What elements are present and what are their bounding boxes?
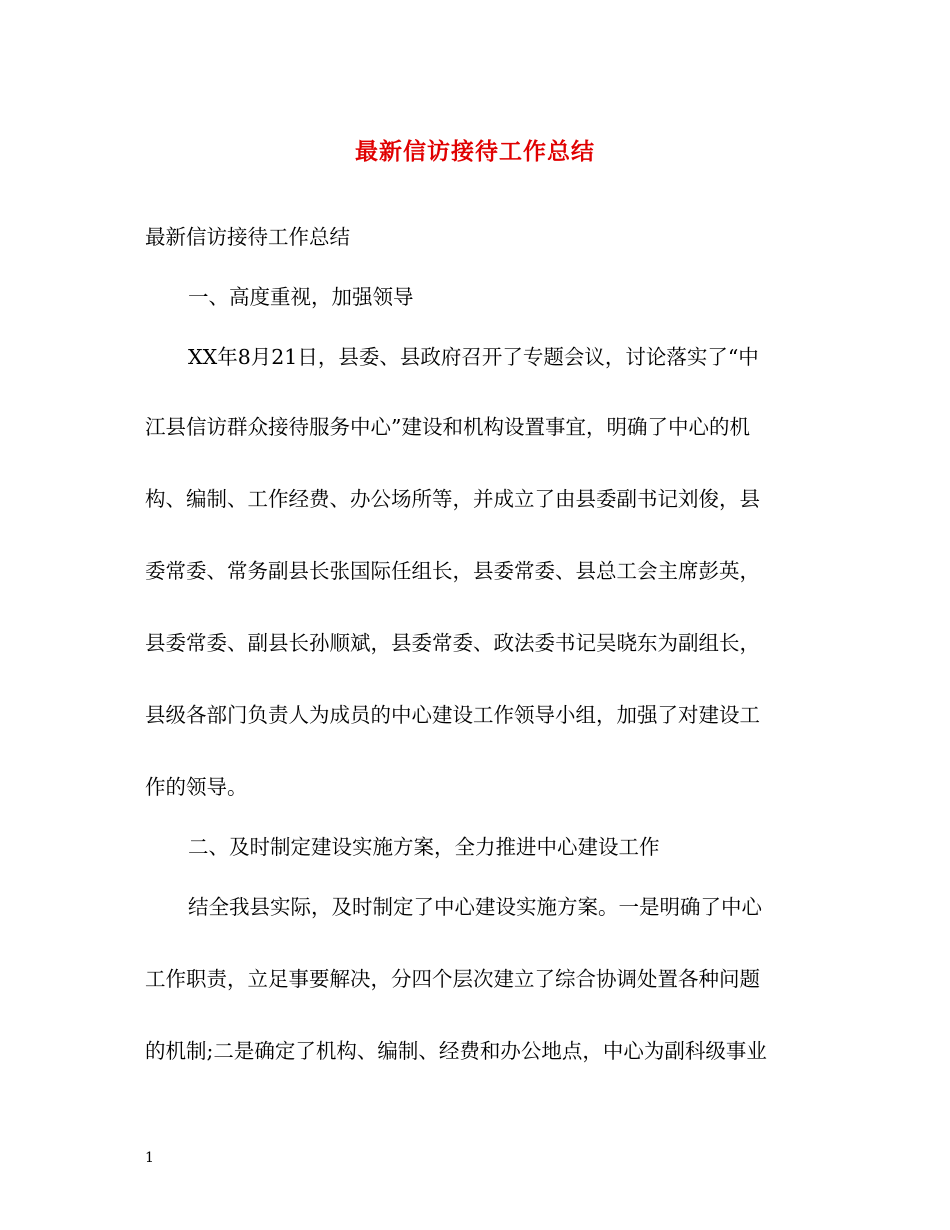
section-heading: 一、高度重视，加强领导 [188,285,414,309]
body-line: 县级各部门负责人为成员的中心建设工作领导小组，加强了对建设工 [145,703,760,727]
page-number: 1 [145,1150,154,1166]
body-line: 工作职责，立足事要解决，分四个层次建立了综合协调处置各种问题 [145,967,760,991]
body-line: 江县信访群众接待服务中心”建设和机构设置事宜，明确了中心的机 [145,415,750,439]
body-line: 的机制;二是确定了机构、编制、经费和办公地点，中心为副科级事业 [145,1039,767,1063]
document-title: 最新信访接待工作总结 [355,138,595,165]
section-heading: 二、及时制定建设实施方案，全力推进中心建设工作 [188,835,660,859]
body-line: 结全我县实际，及时制定了中心建设实施方案。一是明确了中心 [188,895,762,919]
body-line: 最新信访接待工作总结 [145,225,350,249]
body-line: 作的领导。 [145,775,248,799]
body-line: 县委常委、副县长孙顺斌，县委常委、政法委书记吴晓东为副组长， [145,631,760,655]
body-line: XX年8月21日，县委、县政府召开了专题会议，讨论落实了“中 [188,345,759,369]
body-line: 委常委、常务副县长张国际任组长，县委常委、县总工会主席彭英， [145,559,760,583]
body-line: 构、编制、工作经费、办公场所等，并成立了由县委副书记刘俊，县 [145,487,760,511]
